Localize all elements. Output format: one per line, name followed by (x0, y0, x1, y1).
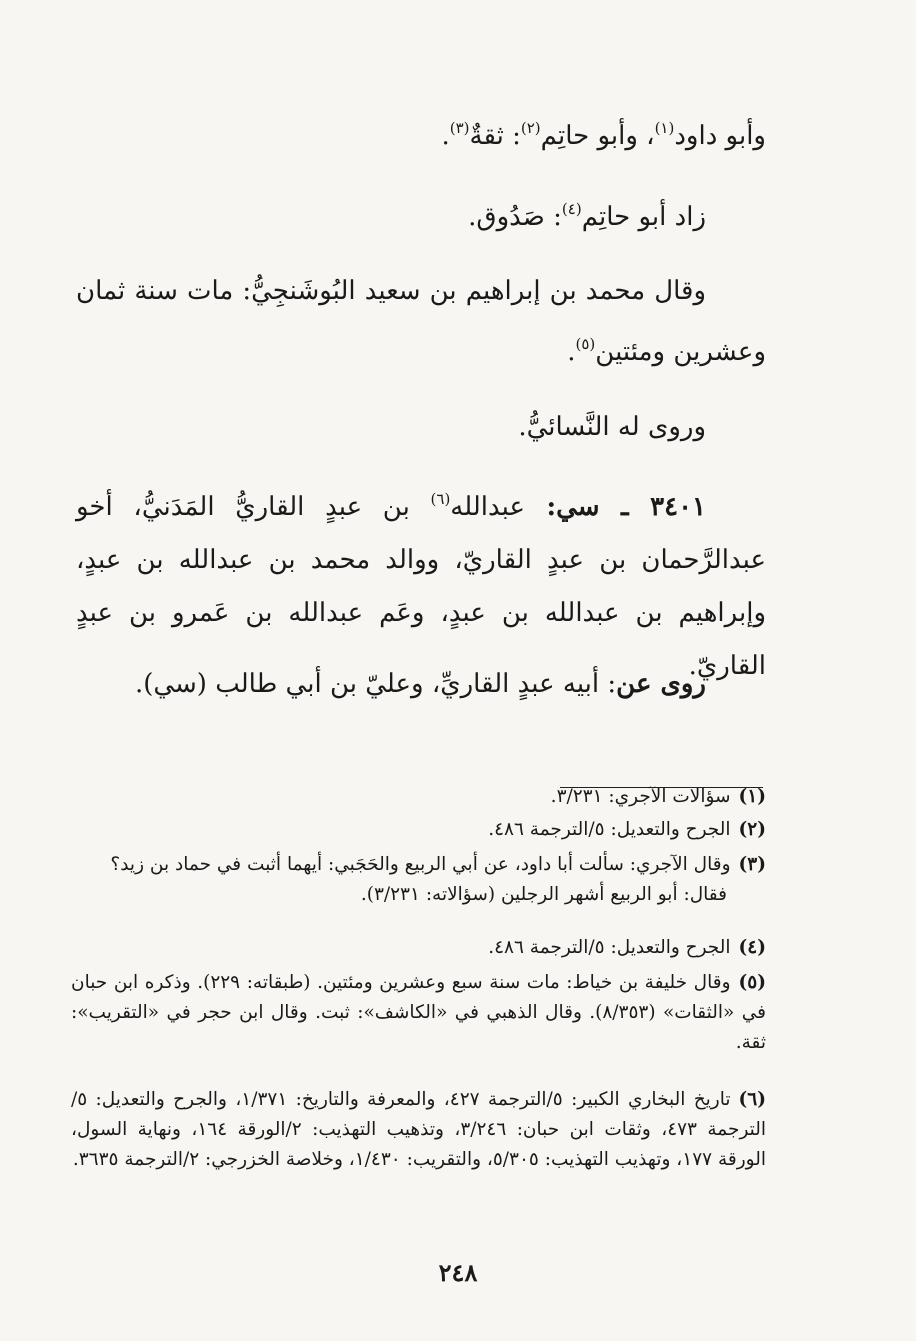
text: : أبيه عبدٍ القاريِّ، وعليّ بن أبي طالب (سي). (134, 669, 617, 699)
footnote-number: (٥) (738, 972, 766, 993)
paragraph-narrated-from (106, 658, 706, 711)
footnote-ref-1[interactable]: (١) (654, 119, 675, 137)
paragraph-abu-hatim (106, 183, 706, 244)
footnote-ref-2[interactable]: (٢) (520, 119, 541, 137)
footnote-4 (71, 933, 766, 963)
footnote-text: وقال الآجري: سألت أبا داود، عن أبي الربيع والحَجَبي: أيهما أثبت في حماد بن زيد؟ (110, 854, 731, 875)
footnote-1 (71, 782, 766, 812)
footnote-number: (٤) (738, 937, 766, 958)
footnote-text: تاريخ البخاري الكبير: ٥/الترجمة ٤٢٧، والمعرفة والتاريخ: ١/٣٧١، والجرح والتعديل: ٥/الترجمة ٤٧٣، وثقات ابن حبان: ٣/٢٤٦، وتذهيب التهذيب: ٢/الورقة ١٦٤، ونهاية السول، الورقة ١٧٧، وتهذيب التهذيب: ٥/٣٠٥، والتقريب: ١/٤٣٠، وخلاصة الخزرجي: ٢/الترجمة ٣٦٣٥. (71, 1089, 767, 1170)
footnote-text: الجرح والتعديل: ٥/الترجمة ٤٨٦. (488, 819, 731, 840)
footnote-text: الجرح والتعديل: ٥/الترجمة ٤٨٦. (488, 937, 731, 958)
footnote-2 (71, 815, 766, 845)
paragraph-nasai (106, 401, 706, 454)
footnote-continuation: فقال: أبو الربيع أشهر الرجلين (سؤالاته: ٣/٢٣١). (360, 884, 727, 905)
entry-number: ٣٤٠١ ـ سي: (525, 492, 706, 522)
text: بن عبدٍ القاريُّ المَدَنيُّ، أخو عبدالرَّحمان بن عبدٍ القاريّ، ووالد محمد بن عبدالله بن عبدٍ، وإبراهيم بن عبدالله بن عبدٍ، وعَم عبدالله بن عَمرو بن عبدٍ القاريّ. (76, 492, 766, 681)
footnote-6 (71, 1085, 766, 1175)
footnote-ref-4[interactable]: (٤) (561, 200, 582, 218)
page-number: ٢٤٨ (438, 1258, 478, 1287)
text: زاد أبو حاتِم (581, 202, 706, 232)
footnote-5 (71, 968, 766, 1058)
footnote-text: سؤالات الآجري: ٣/٢٣١. (550, 786, 731, 807)
text: : ثقةٌ (469, 121, 521, 151)
paragraph-death-date (76, 265, 766, 379)
text: وأبو داود (674, 121, 766, 151)
footnote-ref-5[interactable]: (٥) (575, 335, 596, 353)
footnote-number: (١) (738, 786, 766, 807)
footnote-number: (٦) (738, 1089, 766, 1110)
text: ، وأبو حاتِم (540, 121, 655, 151)
footnote-text: وقال خليفة بن خياط: مات سنة سبع وعشرين ومئتين. (طبقاته: ٢٢٩). وذكره ابن حبان في «الثقات» (٨/٣٥٣). وقال الذهبي في «الكاشف»: ثبت. وقال ابن حجر في «التقريب»: ثقة. (71, 972, 766, 1053)
footnote-ref-6[interactable]: (٦) (430, 490, 451, 508)
text: وروى له النَّسائيُّ. (518, 412, 706, 442)
text: . (567, 337, 576, 367)
text: وقال محمد بن إبراهيم بن سعيد البُوشَنجِيُّ: مات سنة ثمان وعشرين ومئتين (76, 276, 766, 367)
footnote-number: (٢) (738, 819, 766, 840)
footnote-ref-3[interactable]: (٣) (449, 119, 470, 137)
footnote-number: (٣) (738, 854, 766, 875)
paragraph-narrators (76, 102, 766, 163)
text: . (441, 121, 450, 151)
text: : صَدُوق. (468, 202, 562, 232)
text: عبدالله (450, 492, 525, 522)
footnote-3 (71, 850, 766, 910)
label-narrated-from: روى عن (616, 669, 706, 699)
